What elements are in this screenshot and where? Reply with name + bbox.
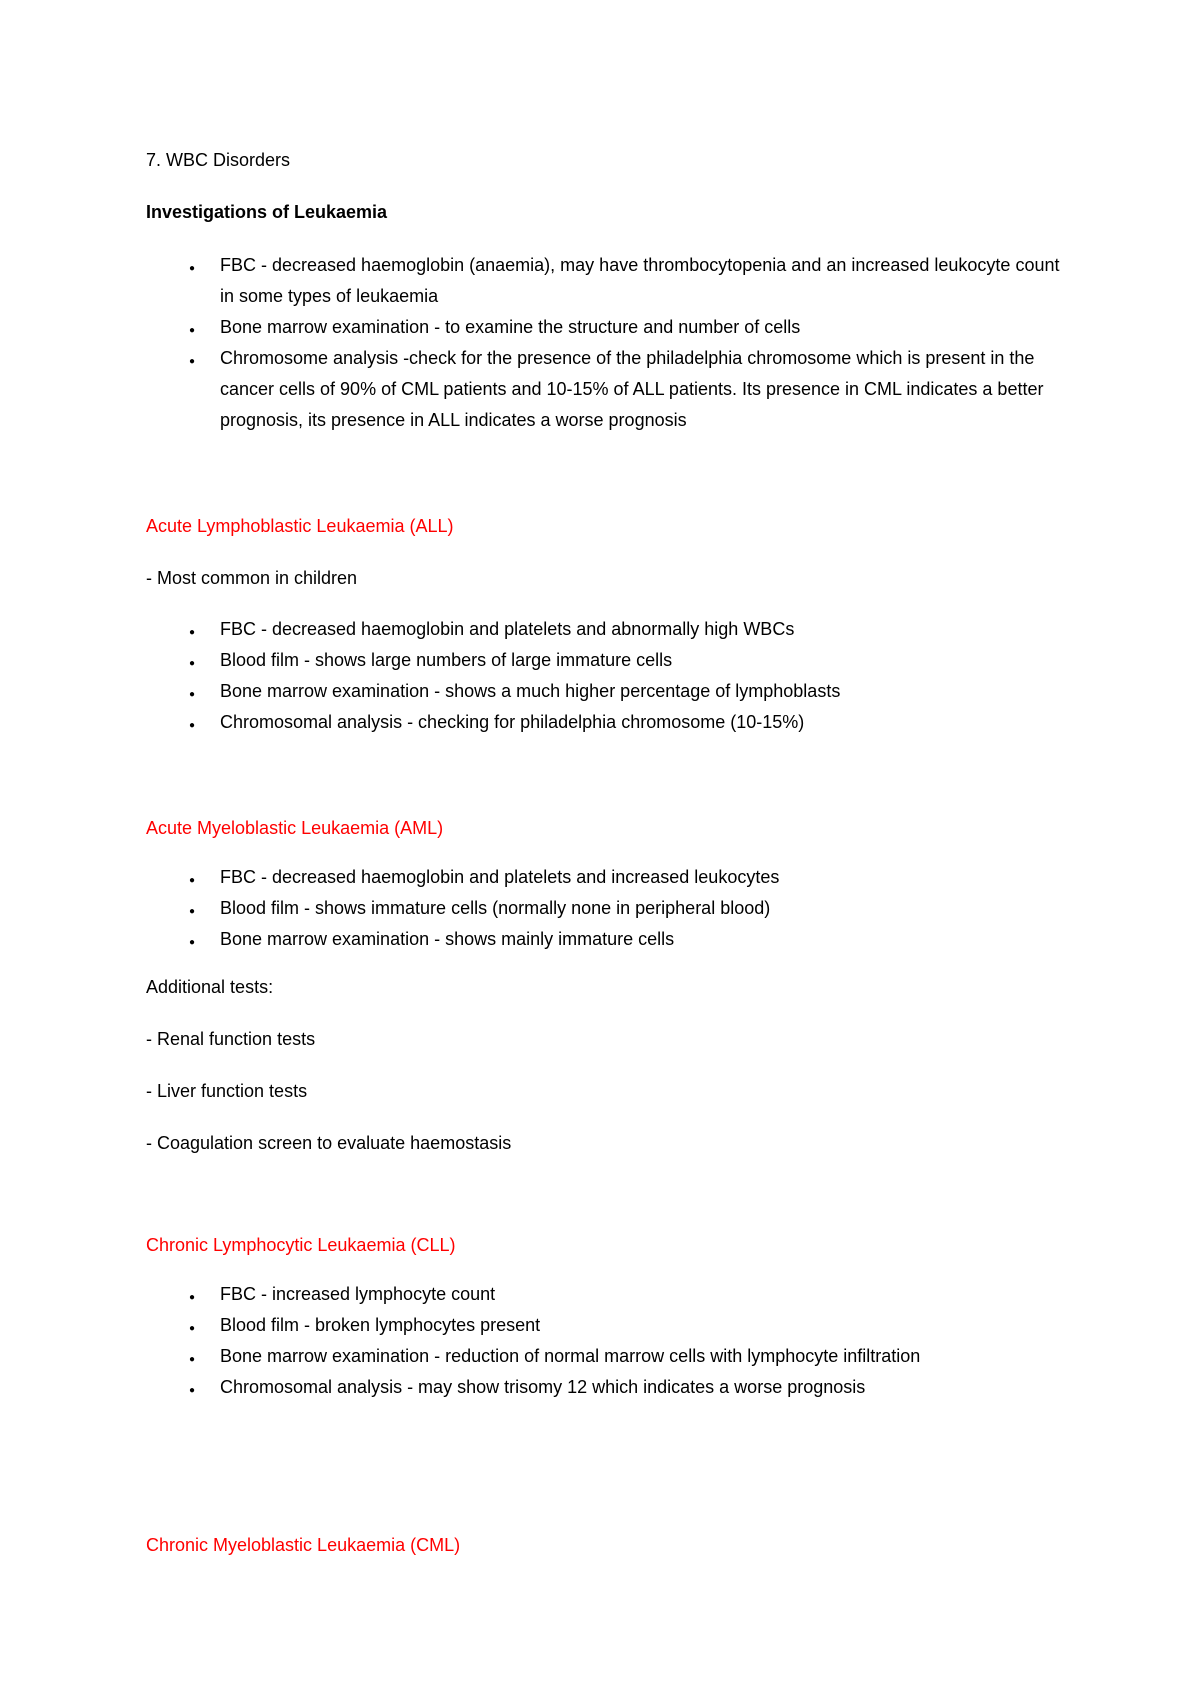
list-item: ● FBC - increased lymphocyte count <box>146 1279 1066 1310</box>
list-item: ● Blood film - broken lymphocytes present <box>146 1310 1066 1341</box>
investigations-title: Investigations of Leukaemia <box>146 202 388 222</box>
document-page <box>146 148 1066 1557</box>
cml-section-title: Chronic Myeloblastic Leukaemia (CML) <box>146 1535 461 1555</box>
bullet-icon <box>186 862 198 896</box>
additional-test-item: - Coagulation screen to evaluate haemostasis <box>146 1133 512 1153</box>
cll-section-title: Chronic Lymphocytic Leukaemia (CLL) <box>146 1235 456 1255</box>
list-item: ● Bone marrow examination - shows mainly immature cells <box>146 924 1066 955</box>
list-item: ● Bone marrow examination - shows a much higher percentage of lymphoblasts <box>146 676 1066 707</box>
list-item: ● Blood film - shows immature cells (normally none in peripheral blood) <box>146 893 1066 924</box>
list-item: ● Bone marrow examination - reduction of normal marrow cells with lymphocyte infiltration <box>146 1341 1066 1372</box>
all-list <box>146 614 1066 738</box>
list-item: ● FBC - decreased haemoglobin and platelets and increased leukocytes <box>146 862 1066 893</box>
list-item: ● FBC - decreased haemoglobin and platelets and abnormally high WBCs <box>146 614 1066 645</box>
bullet-icon <box>186 312 198 346</box>
bullet-icon <box>186 893 198 927</box>
list-item: ● Chromosomal analysis - checking for philadelphia chromosome (10-15%) <box>146 707 1066 738</box>
all-note: - Most common in children <box>146 568 358 588</box>
aml-section-title: Acute Myeloblastic Leukaemia (AML) <box>146 818 444 838</box>
bullet-icon <box>186 676 198 710</box>
list-item: ● Chromosomal analysis - may show trisomy 12 which indicates a worse prognosis <box>146 1372 1066 1403</box>
list-item: ● Blood film - shows large numbers of large immature cells <box>146 645 1066 676</box>
bullet-icon <box>186 1279 198 1313</box>
aml-list <box>146 862 1066 955</box>
cll-list <box>146 1279 1066 1403</box>
bullet-icon <box>186 707 198 741</box>
bullet-icon <box>186 924 198 958</box>
additional-test-item: - Liver function tests <box>146 1081 308 1101</box>
bullet-icon <box>186 343 198 377</box>
page-heading: 7. WBC Disorders <box>146 150 291 170</box>
list-item: ● FBC - decreased haemoglobin (anaemia), may have thrombocytopenia and an increased leukocyte count in some types of leukaemia <box>146 250 1066 312</box>
additional-tests-title: Additional tests: <box>146 977 274 997</box>
bullet-icon <box>186 1341 198 1375</box>
bullet-icon <box>186 645 198 679</box>
bullet-icon <box>186 1372 198 1406</box>
list-item: ● Bone marrow examination - to examine the structure and number of cells <box>146 312 1066 343</box>
additional-test-item: - Renal function tests <box>146 1029 316 1049</box>
investigations-list <box>146 250 1066 436</box>
list-item: ● Chromosome analysis -check for the presence of the philadelphia chromosome which is present in the cancer cells of 90% of CML patients and 10-15% of ALL patients. Its presence in CML indicates a better prognosis, its presence in ALL indicates a worse prognosis <box>146 343 1066 436</box>
bullet-icon <box>186 250 198 284</box>
bullet-icon <box>186 614 198 648</box>
all-section-title: Acute Lymphoblastic Leukaemia (ALL) <box>146 516 454 536</box>
bullet-icon <box>186 1310 198 1344</box>
